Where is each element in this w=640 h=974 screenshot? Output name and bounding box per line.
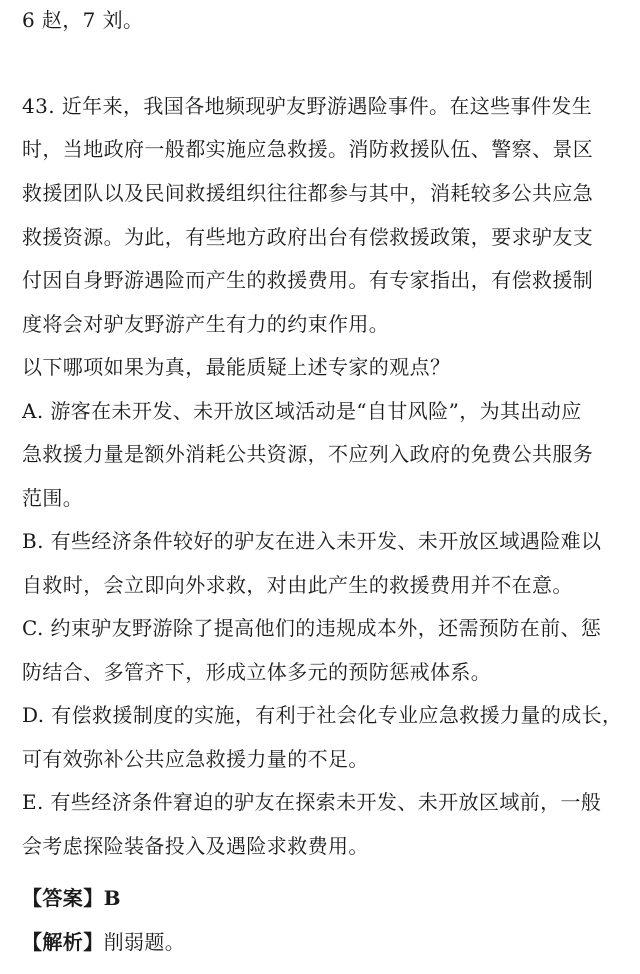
stem-line: 度将会对驴友野游产生有力的约束作用。 xyxy=(22,312,390,336)
option-line: B. 有些经济条件较好的驴友在进入未开发、未开放区域遇险难以 xyxy=(22,529,602,553)
option-line: 自救时，会立即向外求救，对由此产生的救援费用并不在意。 xyxy=(22,573,573,597)
option-line: 范围。 xyxy=(22,486,84,510)
stem-line: 时，当地政府一般都实施应急救援。消防救援队伍、警察、景区 xyxy=(22,137,594,161)
stem-line: 43. 近年来，我国各地频现驴友野游遇险事件。在这些事件发生 xyxy=(22,94,593,118)
analysis-text: 削弱题。 xyxy=(103,930,186,954)
option-line: 会考虑探险装备投入及遇险求救费用。 xyxy=(22,834,369,858)
option-line: A. 游客在未开发、未开放区域活动是“自甘风险”，为其出动应 xyxy=(22,399,582,423)
stem-line: 救援资源。为此，有些地方政府出台有偿救援政策，要求驴友支 xyxy=(22,225,594,249)
question-prompt: 以下哪项如果为真，最能质疑上述专家的观点？ xyxy=(22,355,451,379)
stem-line: 救援团队以及民间救援组织往往都参与其中，消耗较多公共应急 xyxy=(22,181,594,205)
analysis-tag: 【解析】 xyxy=(22,930,104,954)
answer-tag: 【答案】 xyxy=(22,886,104,910)
previous-answer-tail: 6 赵，7 刘。 xyxy=(22,8,144,32)
analysis-line xyxy=(22,930,185,954)
option-line: 急救援力量是额外消耗公共资源，不应列入政府的免费公共服务 xyxy=(22,442,594,466)
option-line: 防结合、多管齐下，形成立体多元的预防惩戒体系。 xyxy=(22,660,492,684)
option-line: D. 有偿救援制度的实施，有利于社会化专业应急救援力量的成长， xyxy=(22,703,623,727)
option-line: 可有效弥补公共应急救援力量的不足。 xyxy=(22,747,369,771)
answer-line xyxy=(22,886,121,910)
option-line: C. 约束驴友野游除了提高他们的违规成本外，还需预防在前、惩 xyxy=(22,616,602,640)
stem-line: 付因自身野游遇险而产生的救援费用。有专家指出，有偿救援制 xyxy=(22,268,594,292)
answer-value: B xyxy=(103,886,121,910)
option-line: E. 有些经济条件窘迫的驴友在探索未开发、未开放区域前，一般 xyxy=(22,790,602,814)
